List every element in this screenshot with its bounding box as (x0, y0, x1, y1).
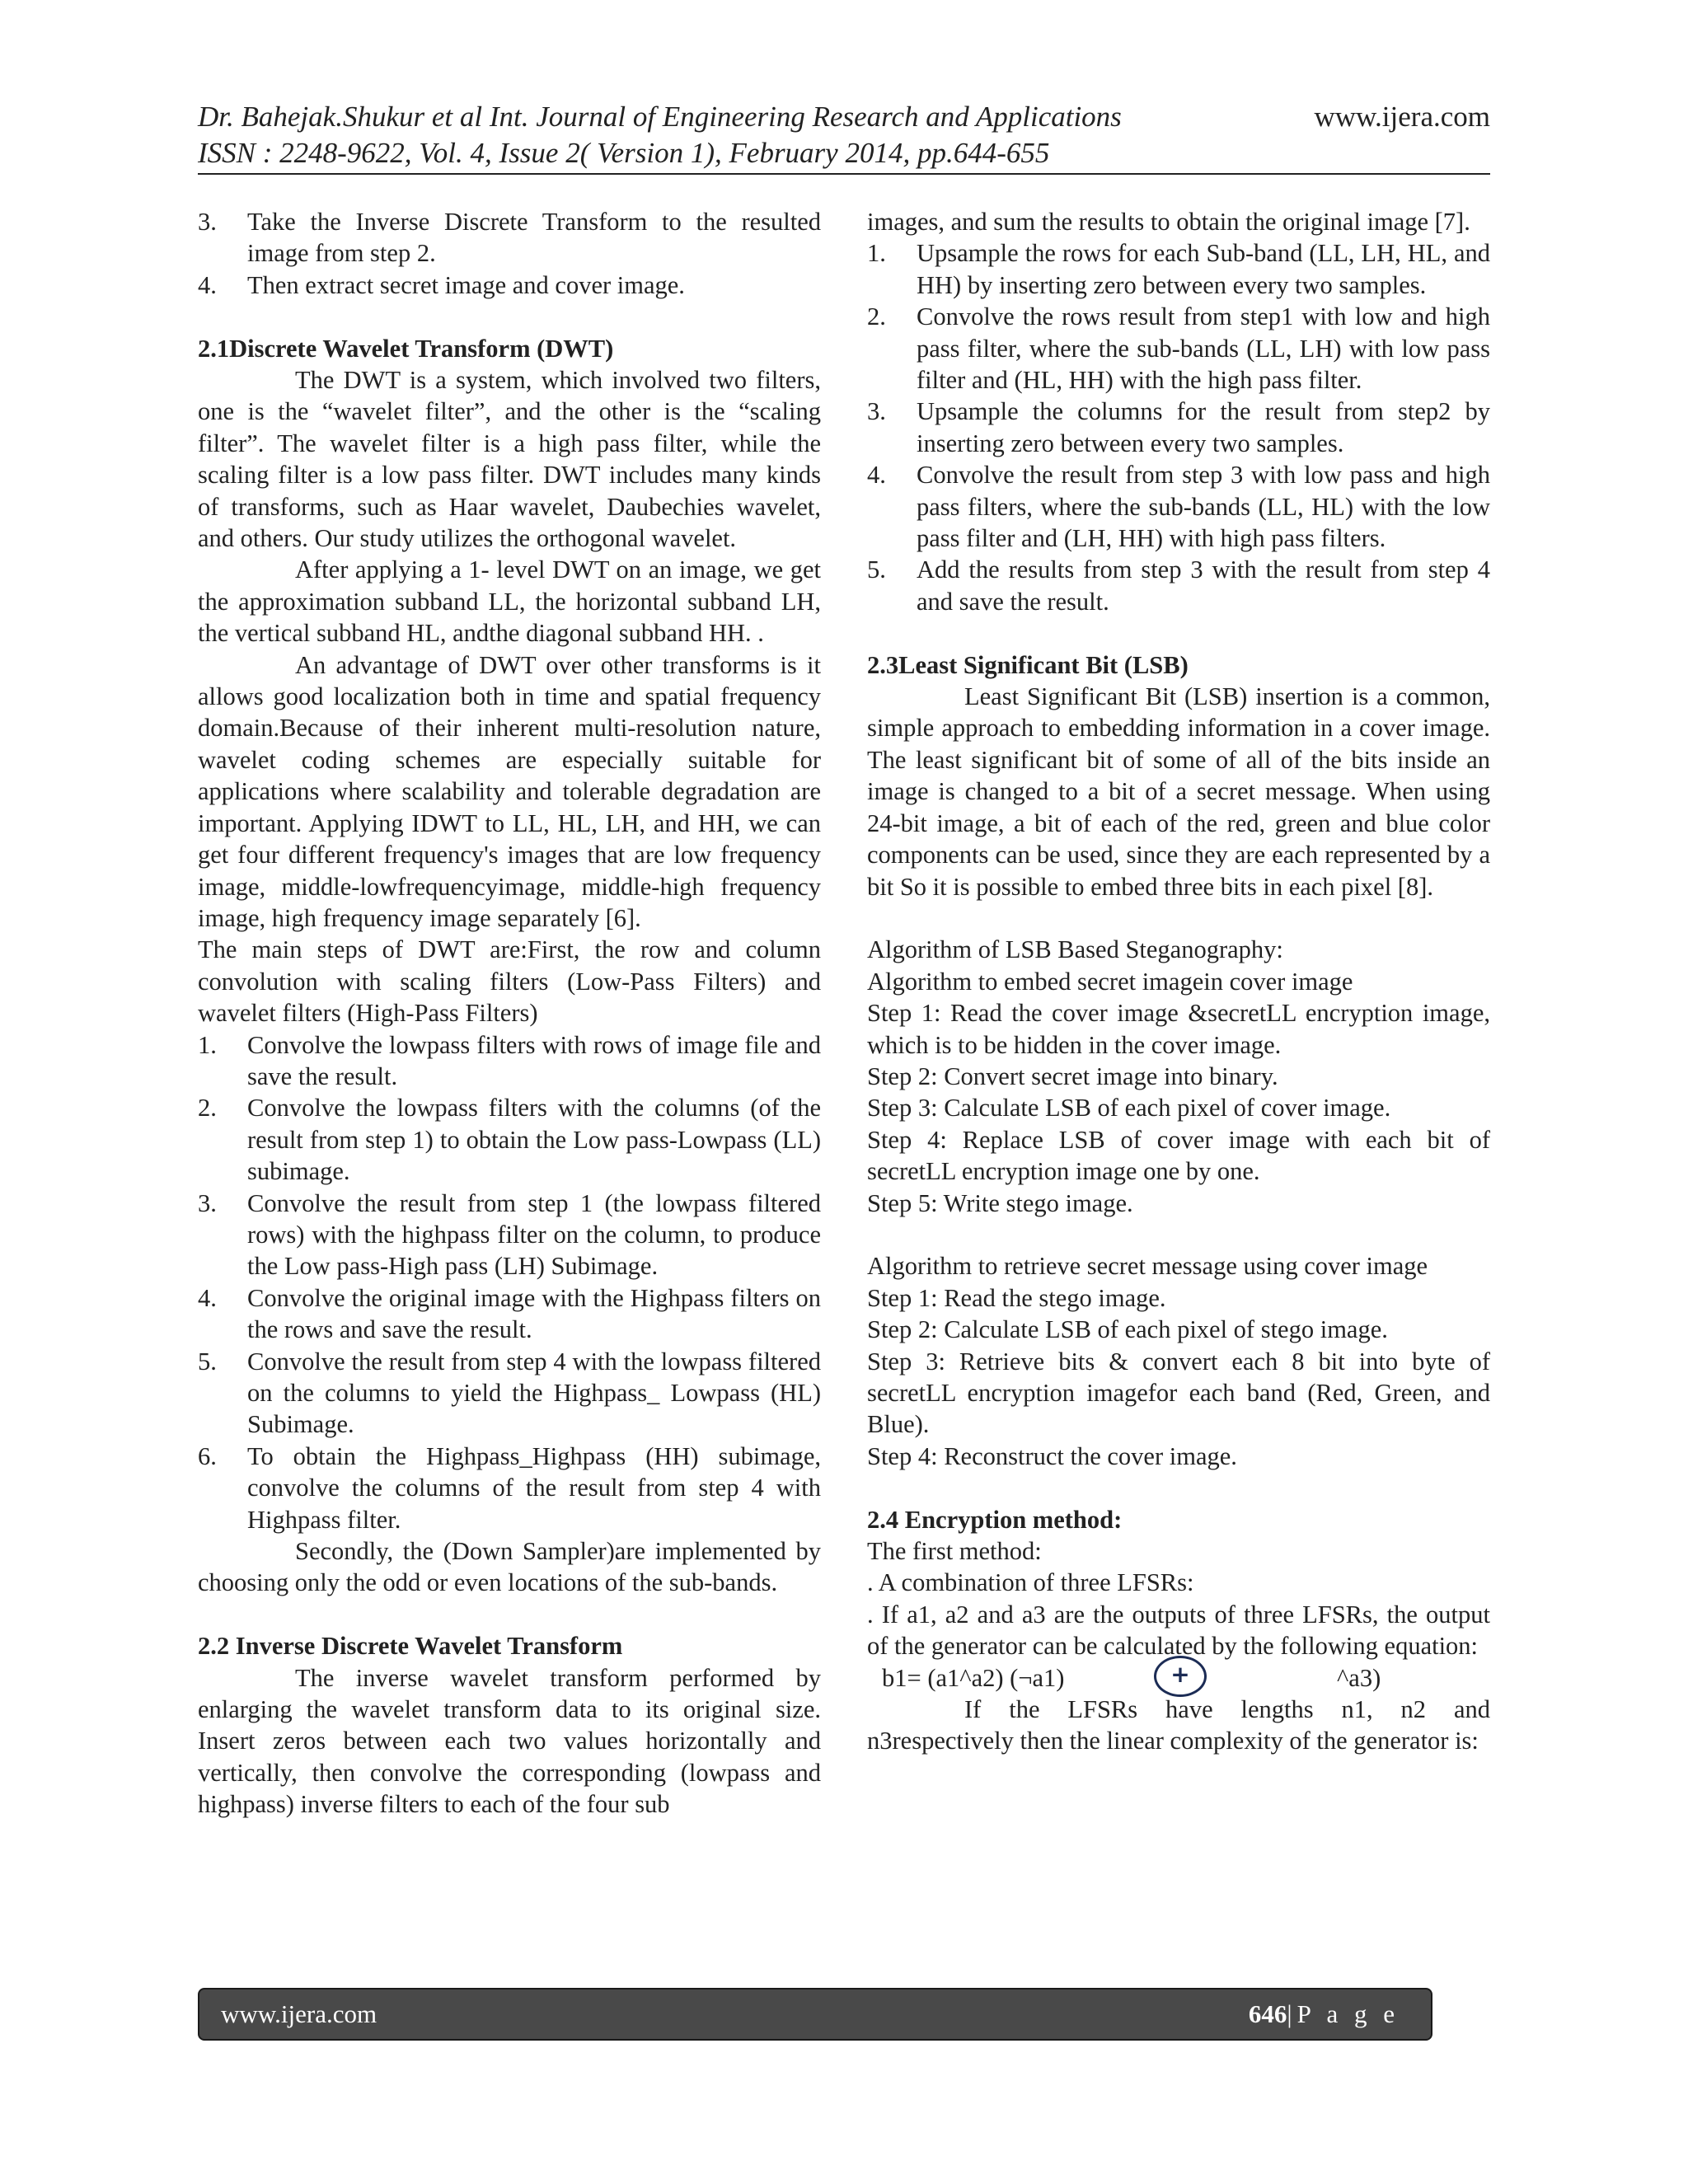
paragraph: The DWT is a system, which involved two filters, one is the “wavelet filter”, and the other is the “scaling filter”. The wavelet filter is a high pass filter, while the scaling filter is a low pass filter. DWT includes many kinds of transforms, such as Haar wavelet, Daubechies wavelet, and others. Our study utilizes the orthogonal wavelet. (198, 366, 821, 553)
section-heading-lsb: 2.3Least Significant Bit (LSB) (867, 650, 1189, 679)
algorithm-title: Algorithm of LSB Based Steganography: (867, 935, 1283, 964)
paragraph: The main steps of DWT are:First, the row and column convolution with scaling filters (Low-Pass Filters) and wavelet filters (High-Pass Filters) (198, 935, 821, 1028)
retrieve-algorithm-title: Algorithm to retrieve secret message using cover image (867, 1252, 1428, 1281)
list-item: 1. Convolve the lowpass filters with rows of image file and save the result. (198, 1030, 821, 1090)
section-heading-idwt: 2.2 Inverse Discrete Wavelet Transform (198, 1632, 623, 1661)
left-column (198, 206, 821, 1821)
algorithm-step: Step 2: Convert secret image into binary. (867, 1062, 1278, 1090)
list-item: 2. Convolve the rows result from step1 with low and high pass filter, where the sub-bands (LL, LH) with low pass filter and (HL, HH) with the high pass filter. (867, 302, 1490, 395)
algorithm-step: Step 3: Retrieve bits & convert each 8 bit into byte of secretLL encryption imagefor each band (Red, Green, and Blue). (867, 1347, 1490, 1439)
list-item: 4. Then extract secret image and cover image. (198, 270, 685, 299)
list-item: 1. Upsample the rows for each Sub-band (LL, LH, HL, and HH) by inserting zero between every two samples. (867, 239, 1490, 299)
list-item: 2. Convolve the lowpass filters with the columns (of the result from step 1) to obtain the Low pass-Lowpass (LL) subimage. (198, 1094, 821, 1186)
algorithm-step: Step 5: Write stego image. (867, 1188, 1133, 1217)
top-steps-list (198, 206, 821, 301)
right-column (867, 206, 1490, 1757)
paragraph: If the LFSRs have lengths n1, n2 and n3respectively then the linear complexity of the generator is: (867, 1695, 1490, 1755)
algorithm-step: Step 1: Read the stego image. (867, 1283, 1166, 1312)
list-item: 3. Take the Inverse Discrete Transform to the resulted image from step 2. (198, 208, 821, 268)
algorithm-step: Step 2: Calculate LSB of each pixel of stego image. (867, 1315, 1388, 1344)
page-number: 646|P a g e (1248, 1999, 1400, 2028)
equation (867, 1662, 1490, 1694)
algorithm-step: Step 1: Read the cover image &secretLL encryption image, which is to be hidden in the cover image. (867, 999, 1490, 1059)
paragraph: An advantage of DWT over other transforms is it allows good localization both in time and spatial frequency domain.Because of their inherent multi-resolution nature, wavelet coding schemes are especially suitable for applications where scalability and tolerable degradation are important. Applying IDWT to LL, HL, LH, and HH, we can get four different frequency's images that are low frequency image, middle-lowfrequencyimage, middle-high frequency image, high frequency image separately [6]. (198, 650, 821, 932)
xor-circle-icon: + (1154, 1656, 1207, 1697)
paragraph: After applying a 1- level DWT on an image, we get the approximation subband LL, the horizontal subband LH, the vertical subband HL, andthe diagonal subband HH. . (198, 555, 821, 648)
paragraph: . If a1, a2 and a3 are the outputs of three LFSRs, the output of the generator can be calculated by the following equation: (867, 1600, 1490, 1661)
list-item: 3. Upsample the columns for the result from step2 by inserting zero between every two samples. (867, 397, 1490, 457)
text-line: . A combination of three LFSRs: (867, 1568, 1194, 1597)
footer-website: www.ijera.com (221, 1999, 377, 2028)
page-footer (198, 1988, 1432, 2041)
paragraph: images, and sum the results to obtain the original image [7]. (867, 208, 1470, 236)
list-item: 6. To obtain the Highpass_Highpass (HH) subimage, convolve the columns of the result from step 4 with Highpass filter. (198, 1441, 821, 1534)
list-item: 5. Convolve the result from step 4 with the lowpass filtered on the columns to yield the Highpass_ Lowpass (HL) Subimage. (198, 1347, 821, 1439)
list-item: 3. Convolve the result from step 1 (the lowpass filtered rows) with the highpass filter on the column, to produce the Low pass-High pass (LH) Subimage. (198, 1188, 821, 1281)
equation-rhs: ^a3) (1337, 1663, 1381, 1692)
issn-line: ISSN : 2248-9622, Vol. 4, Issue 2( Version 1), February 2014, pp.644-655 (198, 137, 1050, 169)
section-heading-dwt: 2.1Discrete Wavelet Transform (DWT) (198, 334, 614, 363)
idwt-steps-list (867, 237, 1490, 617)
paragraph: Least Significant Bit (LSB) insertion is a common, simple approach to embedding information in a cover image. The least significant bit of some of all of the bits inside an image is changed to a bit of a secret message. When using 24-bit image, a bit of each of the red, green and blue color components can be used, since they are each represented by a bit So it is possible to embed three bits in each pixel [8]. (867, 682, 1490, 901)
journal-citation-line: Dr. Bahejak.Shukur et al Int. Journal of Engineering Research and Applications (198, 101, 1122, 133)
algorithm-step: Step 3: Calculate LSB of each pixel of cover image. (867, 1094, 1391, 1122)
equation-lhs: b1= (a1^a2) (¬a1) (882, 1663, 1065, 1692)
paragraph: Secondly, the (Down Sampler)are implemented by choosing only the odd or even locations of the sub-bands. (198, 1537, 821, 1597)
algorithm-step: Step 4: Replace LSB of cover image with each bit of secretLL encryption image one by one. (867, 1125, 1490, 1186)
list-item: 4. Convolve the original image with the Highpass filters on the rows and save the result. (198, 1283, 821, 1344)
embed-algorithm-title: Algorithm to embed secret imagein cover image (867, 967, 1353, 996)
algorithm-step: Step 4: Reconstruct the cover image. (867, 1441, 1237, 1470)
header-website: www.ijera.com (1314, 101, 1490, 133)
paragraph: The inverse wavelet transform performed by enlarging the wavelet transform data to its original size. Insert zeros between each two values horizontally and vertically, then convolve the corresponding (lowpass and highpass) inverse filters to each of the four sub (198, 1663, 821, 1819)
header-rule (198, 173, 1490, 175)
text-line: The first method: (867, 1537, 1042, 1565)
section-heading-encryption: 2.4 Encryption method: (867, 1505, 1123, 1534)
list-item: 5. Add the results from step 3 with the result from step 4 and save the result. (867, 555, 1490, 616)
list-item: 4. Convolve the result from step 3 with low pass and high pass filters, where the sub-bands (LL, HL) with the low pass filter and (LH, HH) with high pass filters. (867, 461, 1490, 553)
dwt-steps-list (198, 1029, 821, 1536)
